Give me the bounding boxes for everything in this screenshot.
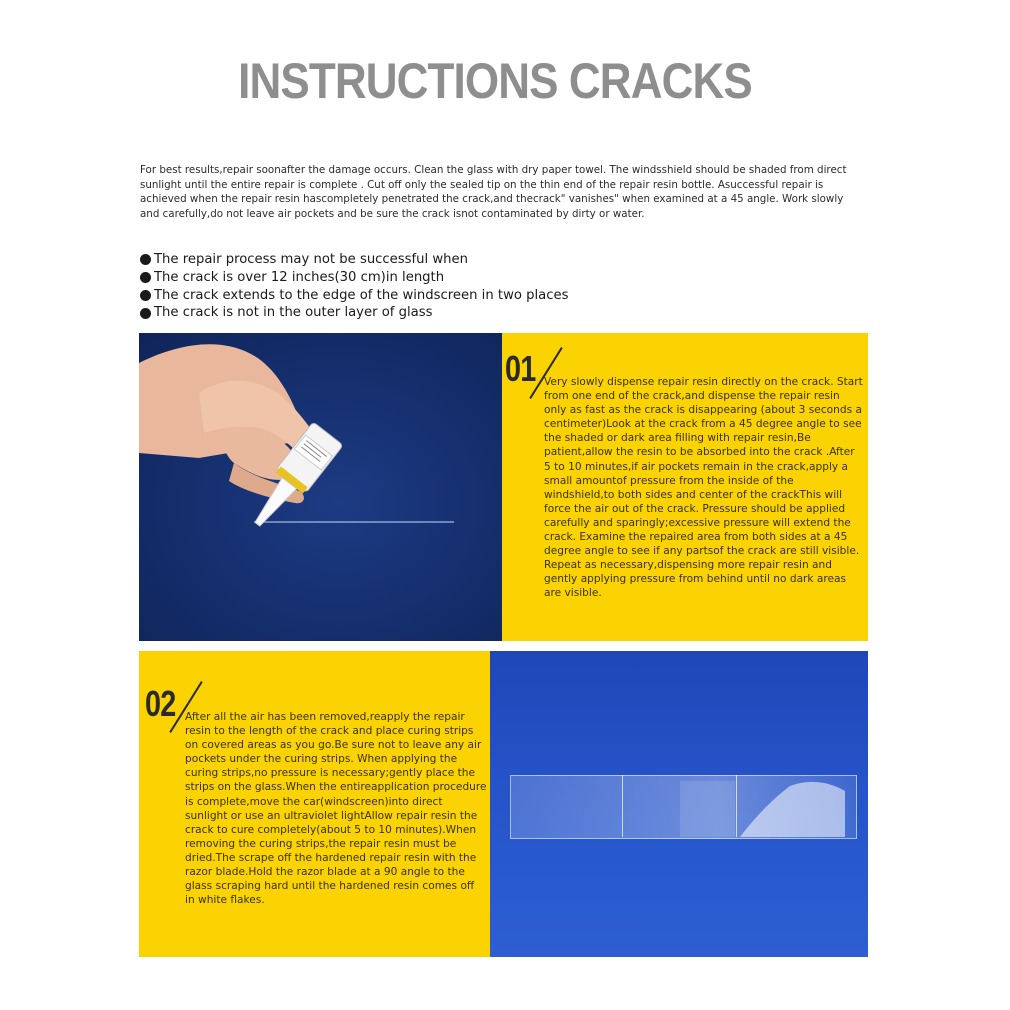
bullet-dot-icon (140, 272, 151, 283)
bullet-text: The crack extends to the edge of the windscreen in two places (154, 287, 569, 303)
bullet-dot-icon (140, 290, 151, 301)
step-1-text: Very slowly dispense repair resin directly on the crack. Start from one end of the crack,and dispense the repair resin only as fast as the crack is disappearing (about 3 seconds a centimeter)Look at the crack from a 45 degree angle to see the shaded or dark area filling with repair resin,Be patient,allow the resin to be absorbed into the crack .After 5 to 10 minutes,if air pockets remain in the crack,apply a small amountof pressure from the inside of the windshield,to both sides and center of the crackThis will force the air out of the crack. Pressure should be applied carefully and sparingly;excessive pressure will extend the crack. Examine the repaired area from both sides at a 45 degree angle to see if any partsof the crack are still visible. Repeat as necessary,dispensing more repair resin and gently applying pressure from behind until no dark areas are visible. (544, 376, 863, 600)
step-2-panel (139, 651, 490, 957)
bullet-dot-icon (140, 254, 151, 265)
intro-paragraph: For best results,repair soonafter the damage occurs. Clean the glass with dry paper towel. The windsshield should be shaded from direct sunlight until the entire repair is complete . Cut off only the sealed tip on the thin end of the repair resin bottle. Asuccessful repair is achieved when the repair resin hascompletely penetrated the crack,and thecrack" vanishes" when examined at a 45 angle. Work slowly and carefully,do not leave air pockets and be sure the crack isnot contaminated by dirty or water. (140, 164, 847, 220)
page-title: INSTRUCTIONS CRACKS (238, 53, 752, 109)
step-2-photo (490, 651, 868, 957)
step-1-photo (139, 333, 502, 641)
list-item (140, 287, 860, 305)
step-number: 02 (145, 683, 176, 724)
step-1-panel (502, 333, 868, 641)
list-item (140, 304, 860, 322)
glare-icon (490, 651, 868, 957)
bullet-dot-icon (140, 308, 151, 319)
bullet-text: The repair process may not be successful when (154, 252, 469, 267)
step-number: 01 (505, 348, 536, 389)
conditions-list (140, 251, 860, 322)
step-2-text: After all the air has been removed,reapply the repair resin to the length of the crack and place curing strips on covered areas as you go.Be sure not to leave any air pockets under the curing strips. When applying the curing strips,no pressure is necessary;gently place the strips on the glass.When the entireapplication procedure is complete,move the car(windscreen)into direct sunlight or use an ultraviolet lightAllow repair resin the crack to cure completely(about 5 to 10 minutes).When removing the curing strips,the repair resin must be dried.The scrape off the hardened repair resin with the razor blade.Hold the razor blade at a 90 angle to the glass scraping hard until the hardened resin comes off in white flakes. (185, 711, 487, 907)
bullet-text: The crack is over 12 inches(30 cm)in length (154, 269, 445, 285)
list-item (140, 269, 860, 287)
bullet-text: The crack is not in the outer layer of glass (154, 305, 433, 321)
hand-icon (139, 333, 502, 641)
list-item (140, 251, 860, 269)
